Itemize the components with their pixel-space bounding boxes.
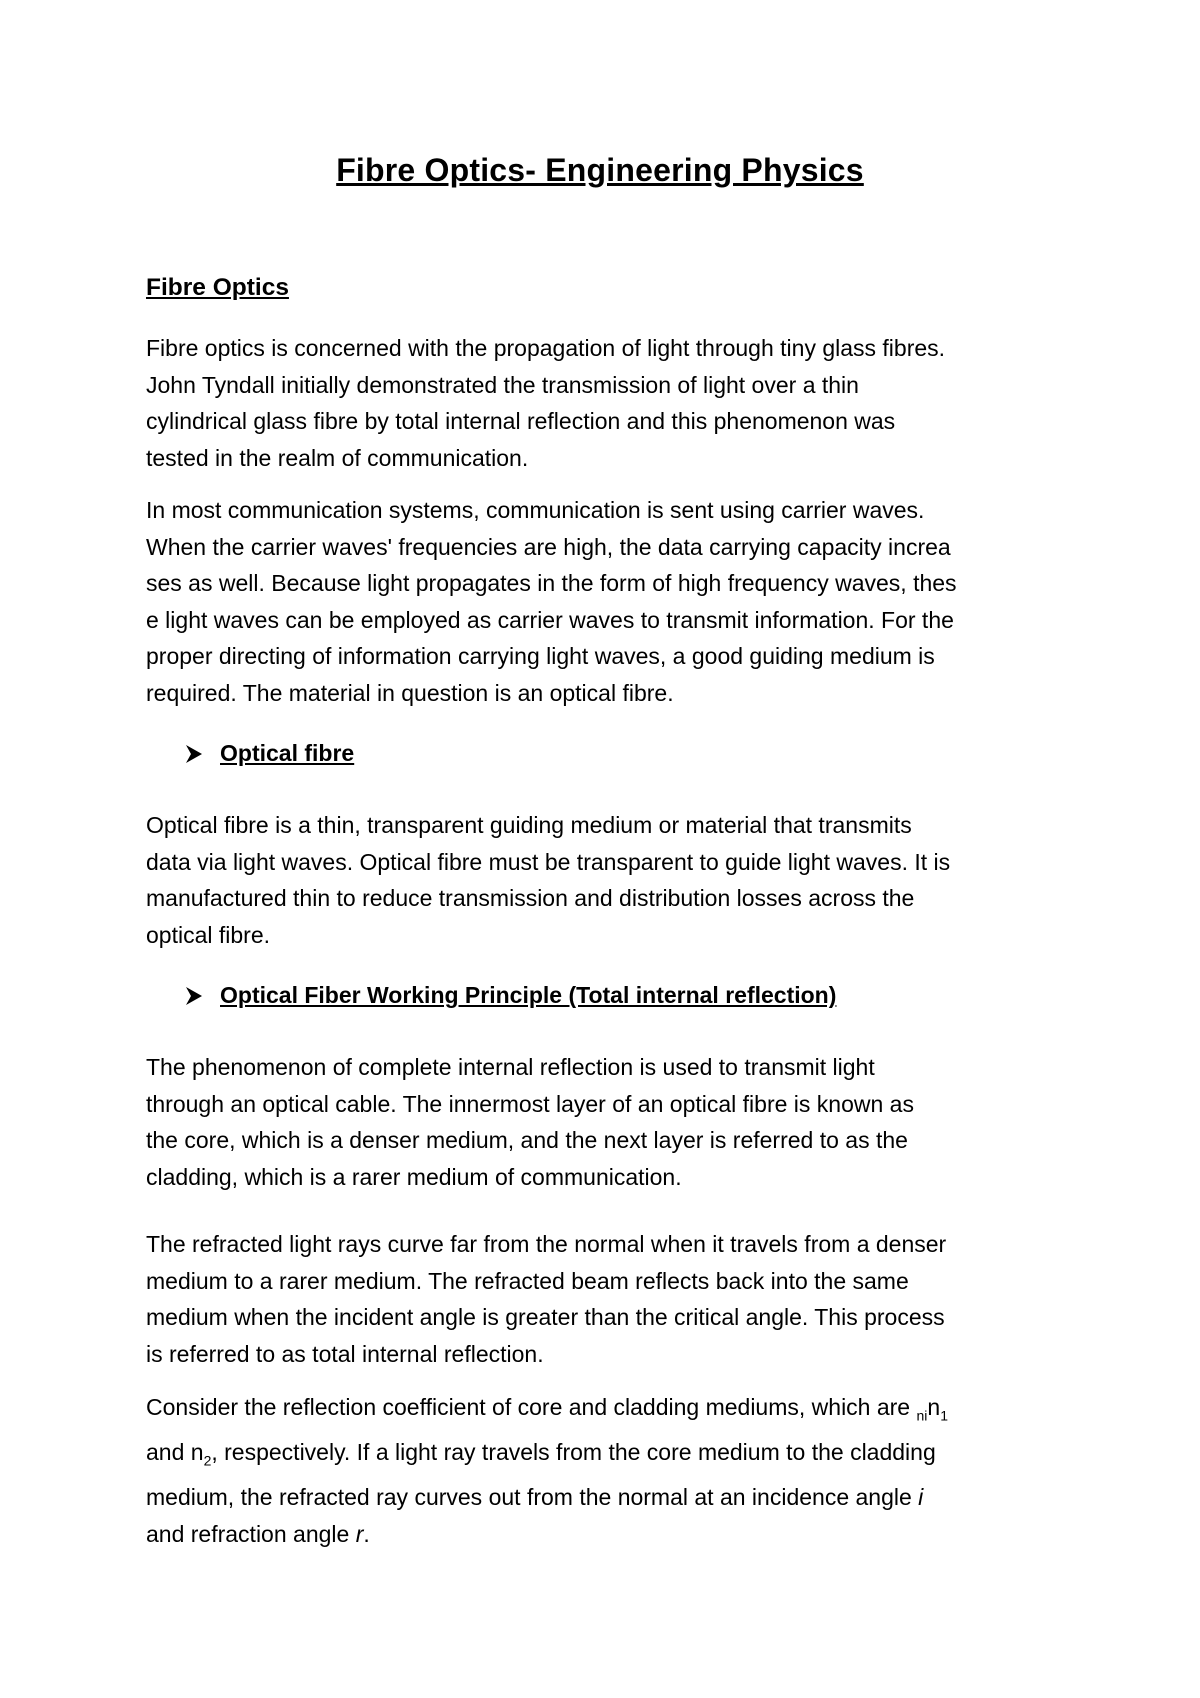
line-text: . <box>363 1520 370 1547</box>
text-line: proper directing of information carrying light waves, a good guiding medium is <box>146 643 935 669</box>
reflection-coefficient-paragraph <box>146 1389 1076 1552</box>
bullet-label: Optical fibre <box>220 740 355 766</box>
text-line <box>146 1389 1076 1434</box>
text-line: Fibre optics is concerned with the propagation of light through tiny glass fibres. <box>146 335 946 361</box>
bullet-optical-fibre <box>184 740 354 767</box>
text-line <box>146 1434 1076 1479</box>
subscript: 2 <box>203 1452 212 1469</box>
page-title: Fibre Optics- Engineering Physics <box>336 152 864 188</box>
text-line <box>146 1479 1076 1516</box>
text-line: medium to a rarer medium. The refracted beam reflects back into the same <box>146 1267 909 1294</box>
text-line: ses as well. Because light propagates in the form of high frequency waves, thes <box>146 570 957 596</box>
text-line: medium when the incident angle is greater than the critical angle. This process <box>146 1304 945 1330</box>
text-line: required. The material in question is an optical fibre. <box>146 679 674 706</box>
arrow-bullet-icon <box>184 986 204 1006</box>
refraction-paragraph <box>146 1226 1076 1372</box>
text-line: tested in the realm of communication. <box>146 444 529 471</box>
variable: i <box>918 1484 924 1511</box>
text-line: data via light waves. Optical fibre must be transparent to guide light waves. It is <box>146 848 951 875</box>
text-line <box>146 1516 1076 1553</box>
text-line: The phenomenon of complete internal reflection is used to transmit light <box>146 1054 875 1080</box>
section-heading: Fibre Optics <box>146 274 289 301</box>
bullet-working-principle <box>184 982 836 1009</box>
text-line: optical fibre. <box>146 921 271 948</box>
carrier-waves-paragraph <box>146 492 1076 711</box>
text-line: is referred to as total internal reflection. <box>146 1340 544 1367</box>
text-line: the core, which is a denser medium, and the next layer is referred to as the <box>146 1127 908 1153</box>
line-text: Consider the reflection coefficient of core and cladding mediums, which are <box>146 1394 917 1420</box>
text-line: manufactured thin to reduce transmission and distribution losses across the <box>146 885 915 911</box>
text-line: cylindrical glass fibre by total internal reflection and this phenomenon was <box>146 408 896 434</box>
line-text: , respectively. If a light ray travels from the core medium to the cladding <box>211 1439 936 1466</box>
text-line: In most communication systems, communication is sent using carrier waves. <box>146 497 925 523</box>
arrow-bullet-icon <box>184 744 204 764</box>
text-line: John Tyndall initially demonstrated the transmission of light over a thin <box>146 371 859 398</box>
line-text: and refraction angle <box>146 1520 356 1547</box>
variable: r <box>355 1520 364 1547</box>
line-text: and n <box>146 1439 204 1466</box>
intro-paragraph <box>146 330 1076 476</box>
optical-fibre-paragraph <box>146 807 1076 953</box>
text-line: cladding, which is a rarer medium of communication. <box>146 1163 682 1190</box>
subscript: ni <box>916 1407 928 1424</box>
working-principle-paragraph <box>146 1049 1076 1195</box>
subscript: 1 <box>940 1407 948 1424</box>
text-line: When the carrier waves' frequencies are high, the data carrying capacity increa <box>146 533 951 560</box>
line-text: medium, the refracted ray curves out from the normal at an incidence angle <box>146 1484 919 1511</box>
text-line: through an optical cable. The innermost layer of an optical fibre is known as <box>146 1090 914 1117</box>
text-line: e light waves can be employed as carrier waves to transmit information. For the <box>146 606 954 633</box>
text-line: The refracted light rays curve far from the normal when it travels from a denser <box>146 1231 947 1257</box>
bullet-label: Optical Fiber Working Principle (Total internal reflection) <box>220 982 837 1008</box>
text-line: Optical fibre is a thin, transparent guiding medium or material that transmits <box>146 812 912 838</box>
variable: n <box>927 1394 941 1420</box>
